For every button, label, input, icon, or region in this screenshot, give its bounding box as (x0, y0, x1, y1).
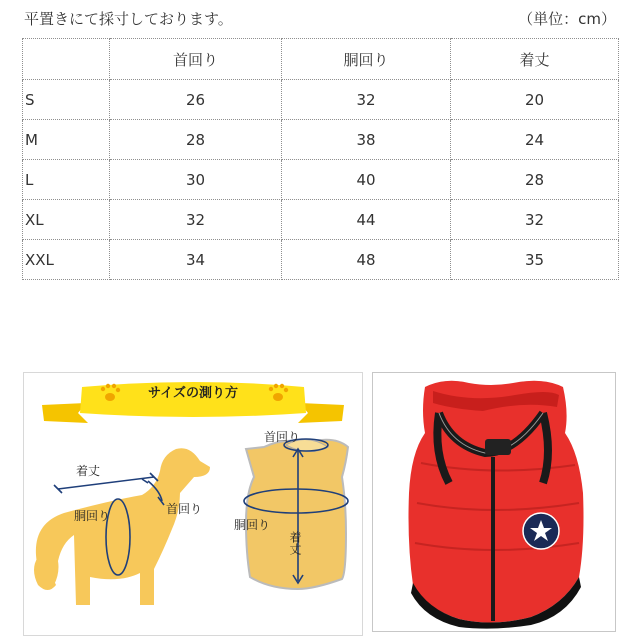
column-header-neck: 首回り (110, 39, 282, 80)
table-row (23, 120, 619, 160)
column-header-length: 着丈 (451, 39, 619, 80)
zipper (491, 457, 495, 621)
dog-silhouette (34, 448, 210, 605)
column-header-chest: 胴回り (282, 39, 451, 80)
dog-length-label: 着丈 (76, 464, 101, 478)
star-badge-icon (523, 513, 559, 549)
vest-chest-label: 胴回り (234, 518, 271, 532)
neck-cell: 32 (110, 200, 282, 240)
size-cell: XXL (23, 240, 110, 280)
neck-cell: 30 (110, 160, 282, 200)
length-cell: 24 (451, 120, 619, 160)
table-row (23, 160, 619, 200)
table-row (23, 240, 619, 280)
jacket-illustration (373, 373, 615, 631)
header (24, 8, 616, 30)
length-cell: 35 (451, 240, 619, 280)
chest-cell: 48 (282, 240, 451, 280)
measuring-guide (23, 372, 363, 636)
table-header-row (23, 39, 619, 80)
length-cell: 28 (451, 160, 619, 200)
chest-cell: 40 (282, 160, 451, 200)
neck-cell: 26 (110, 80, 282, 120)
length-cell: 32 (451, 200, 619, 240)
neck-cell: 28 (110, 120, 282, 160)
table-row (23, 200, 619, 240)
chest-cell: 38 (282, 120, 451, 160)
vest-neck-label: 首回り (264, 430, 301, 444)
size-table (22, 38, 619, 280)
guide-title: サイズの測り方 (148, 386, 238, 401)
dog-chest-label: 胴回り (74, 509, 111, 523)
unit-label: （単位：cm） (518, 10, 616, 28)
size-cell: M (23, 120, 110, 160)
size-cell: XL (23, 200, 110, 240)
size-cell: L (23, 160, 110, 200)
size-cell: S (23, 80, 110, 120)
length-cell: 20 (451, 80, 619, 120)
column-header-size (23, 39, 110, 80)
measurement-note: 平置きにて採寸しております。 (24, 10, 233, 28)
harness-buckle (485, 439, 511, 455)
table-row (23, 80, 619, 120)
chest-cell: 32 (282, 80, 451, 120)
vest-length-label: 着丈 (288, 531, 302, 555)
product-photo (372, 372, 616, 632)
neck-cell: 34 (110, 240, 282, 280)
chest-cell: 44 (282, 200, 451, 240)
dog-neck-label: 首回り (166, 502, 203, 516)
vest-illustration (246, 439, 348, 589)
